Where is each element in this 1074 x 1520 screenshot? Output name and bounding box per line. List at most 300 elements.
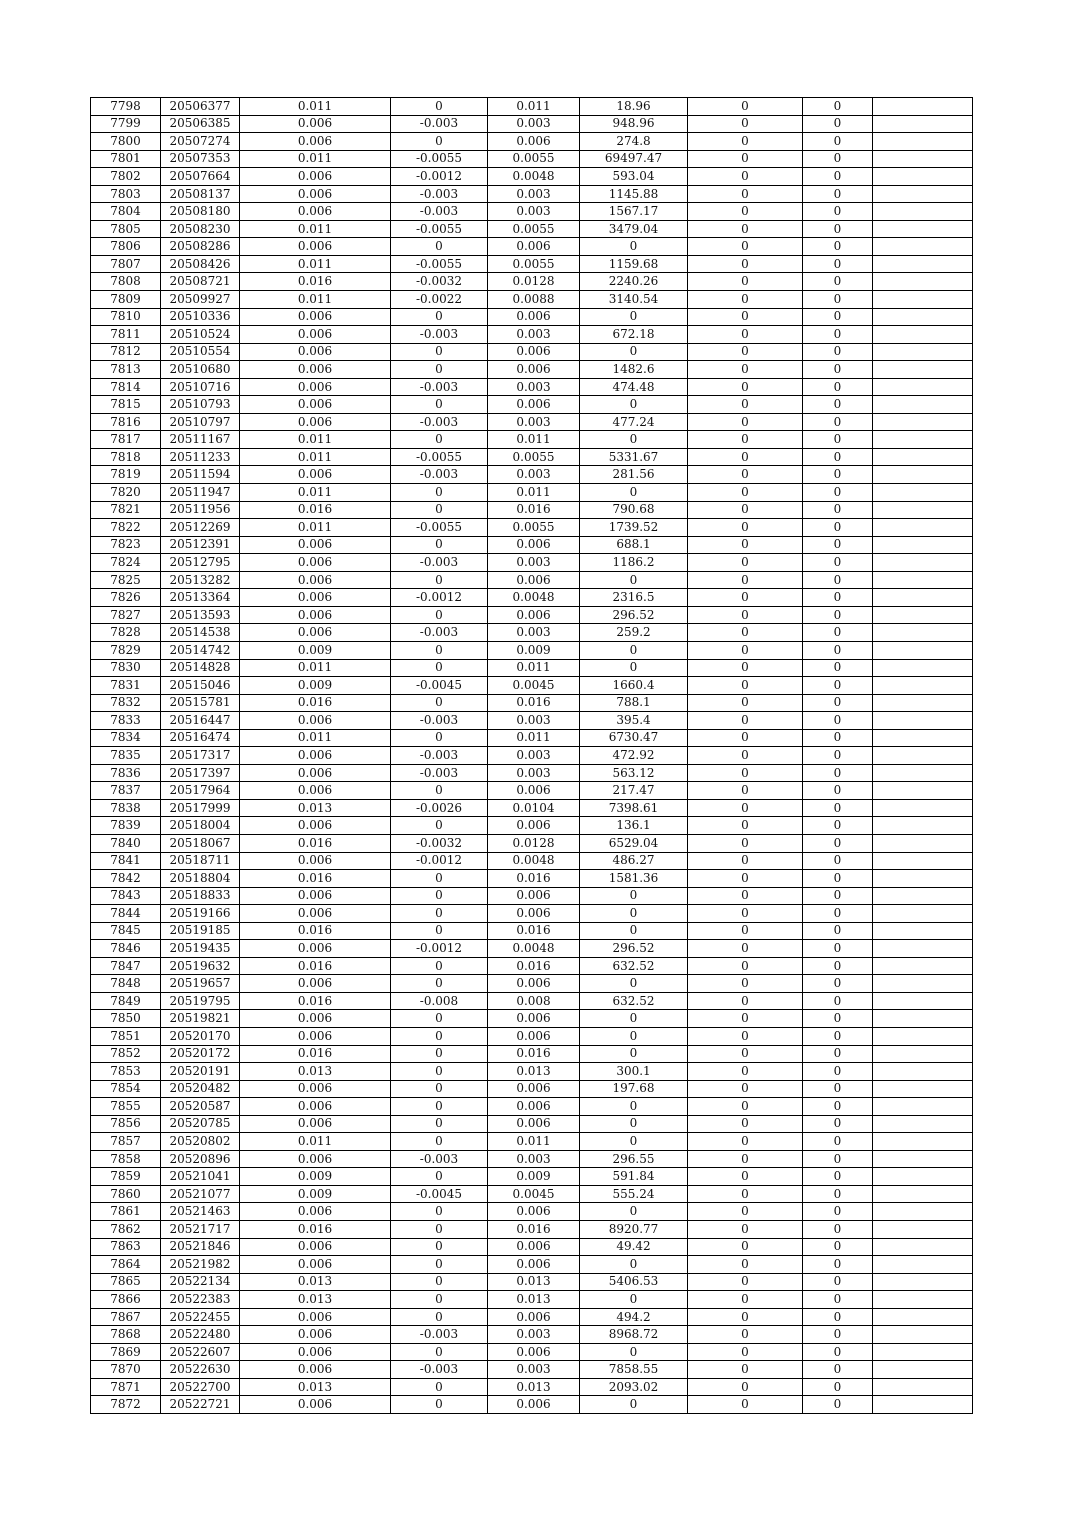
value-a-cell: 0.006 — [240, 185, 391, 203]
id-cell: 20519821 — [161, 1010, 240, 1028]
table-row — [91, 343, 973, 361]
table-row — [91, 1168, 973, 1186]
value-d-cell: 0 — [688, 501, 803, 519]
table-row — [91, 203, 973, 221]
value-b-cell: 0 — [391, 238, 488, 256]
row-number-cell: 7842 — [91, 870, 161, 888]
value-c-cell: 0.006 — [488, 133, 580, 151]
row-number-cell: 7804 — [91, 203, 161, 221]
value-a-cell: 0.006 — [240, 747, 391, 765]
value-d-cell: 0 — [688, 729, 803, 747]
value-c-cell: 0.016 — [488, 870, 580, 888]
row-number-cell: 7869 — [91, 1343, 161, 1361]
table-row — [91, 536, 973, 554]
id-cell: 20519795 — [161, 992, 240, 1010]
table-row — [91, 799, 973, 817]
value-b-cell: 0 — [391, 308, 488, 326]
amount-cell: 0 — [580, 1045, 688, 1063]
row-number-cell: 7862 — [91, 1221, 161, 1239]
id-cell: 20521717 — [161, 1221, 240, 1239]
value-a-cell: 0.016 — [240, 1221, 391, 1239]
value-c-cell: 0.011 — [488, 484, 580, 502]
blank-cell — [873, 1221, 973, 1239]
row-number-cell: 7846 — [91, 940, 161, 958]
amount-cell: 0 — [580, 659, 688, 677]
blank-cell — [873, 255, 973, 273]
value-c-cell: 0.0055 — [488, 150, 580, 168]
amount-cell: 1660.4 — [580, 677, 688, 695]
row-number-cell: 7847 — [91, 957, 161, 975]
amount-cell: 0 — [580, 975, 688, 993]
blank-cell — [873, 992, 973, 1010]
value-c-cell: 0.016 — [488, 957, 580, 975]
value-e-cell: 0 — [803, 1063, 873, 1081]
id-cell: 20513593 — [161, 606, 240, 624]
value-e-cell: 0 — [803, 1308, 873, 1326]
value-a-cell: 0.006 — [240, 168, 391, 186]
row-number-cell: 7814 — [91, 378, 161, 396]
value-a-cell: 0.006 — [240, 326, 391, 344]
value-b-cell: 0 — [391, 1203, 488, 1221]
amount-cell: 6529.04 — [580, 834, 688, 852]
value-e-cell: 0 — [803, 589, 873, 607]
value-c-cell: 0.011 — [488, 431, 580, 449]
value-a-cell: 0.013 — [240, 799, 391, 817]
value-e-cell: 0 — [803, 536, 873, 554]
id-cell: 20518067 — [161, 834, 240, 852]
id-cell: 20508180 — [161, 203, 240, 221]
value-c-cell: 0.016 — [488, 501, 580, 519]
value-d-cell: 0 — [688, 1080, 803, 1098]
table-row — [91, 641, 973, 659]
value-e-cell: 0 — [803, 1185, 873, 1203]
value-d-cell: 0 — [688, 308, 803, 326]
value-c-cell: 0.013 — [488, 1063, 580, 1081]
blank-cell — [873, 203, 973, 221]
value-c-cell: 0.006 — [488, 887, 580, 905]
blank-cell — [873, 1010, 973, 1028]
id-cell: 20508137 — [161, 185, 240, 203]
value-e-cell: 0 — [803, 1291, 873, 1309]
table-row — [91, 308, 973, 326]
amount-cell: 0 — [580, 1098, 688, 1116]
blank-cell — [873, 712, 973, 730]
row-number-cell: 7805 — [91, 220, 161, 238]
table-row — [91, 782, 973, 800]
value-b-cell: -0.003 — [391, 203, 488, 221]
value-e-cell: 0 — [803, 729, 873, 747]
amount-cell: 1159.68 — [580, 255, 688, 273]
value-b-cell: 0 — [391, 782, 488, 800]
value-c-cell: 0.006 — [488, 343, 580, 361]
value-b-cell: 0 — [391, 1115, 488, 1133]
value-c-cell: 0.0128 — [488, 834, 580, 852]
value-c-cell: 0.003 — [488, 1361, 580, 1379]
value-a-cell: 0.009 — [240, 641, 391, 659]
table-row — [91, 378, 973, 396]
row-number-cell: 7859 — [91, 1168, 161, 1186]
amount-cell: 0 — [580, 887, 688, 905]
value-b-cell: -0.003 — [391, 764, 488, 782]
id-cell: 20507274 — [161, 133, 240, 151]
amount-cell: 49.42 — [580, 1238, 688, 1256]
value-a-cell: 0.013 — [240, 1273, 391, 1291]
table-row — [91, 238, 973, 256]
table-row — [91, 291, 973, 309]
table-row — [91, 1150, 973, 1168]
value-a-cell: 0.006 — [240, 606, 391, 624]
value-c-cell: 0.003 — [488, 624, 580, 642]
value-e-cell: 0 — [803, 326, 873, 344]
value-c-cell: 0.006 — [488, 1256, 580, 1274]
id-cell: 20510716 — [161, 378, 240, 396]
blank-cell — [873, 1115, 973, 1133]
value-d-cell: 0 — [688, 484, 803, 502]
id-cell: 20508426 — [161, 255, 240, 273]
table-row — [91, 98, 973, 116]
value-e-cell: 0 — [803, 624, 873, 642]
value-e-cell: 0 — [803, 203, 873, 221]
blank-cell — [873, 115, 973, 133]
table-row — [91, 1343, 973, 1361]
value-a-cell: 0.006 — [240, 1150, 391, 1168]
value-d-cell: 0 — [688, 238, 803, 256]
amount-cell: 563.12 — [580, 764, 688, 782]
value-a-cell: 0.006 — [240, 361, 391, 379]
value-d-cell: 0 — [688, 291, 803, 309]
table-row — [91, 133, 973, 151]
value-d-cell: 0 — [688, 940, 803, 958]
table-row — [91, 115, 973, 133]
id-cell: 20512269 — [161, 519, 240, 537]
blank-cell — [873, 1203, 973, 1221]
table-row — [91, 571, 973, 589]
value-c-cell: 0.0048 — [488, 589, 580, 607]
value-d-cell: 0 — [688, 922, 803, 940]
value-a-cell: 0.011 — [240, 729, 391, 747]
value-c-cell: 0.0048 — [488, 940, 580, 958]
amount-cell: 672.18 — [580, 326, 688, 344]
value-b-cell: 0 — [391, 1396, 488, 1414]
value-c-cell: 0.006 — [488, 571, 580, 589]
blank-cell — [873, 1291, 973, 1309]
value-a-cell: 0.006 — [240, 852, 391, 870]
value-e-cell: 0 — [803, 817, 873, 835]
blank-cell — [873, 659, 973, 677]
id-cell: 20522455 — [161, 1308, 240, 1326]
value-e-cell: 0 — [803, 1361, 873, 1379]
value-a-cell: 0.006 — [240, 712, 391, 730]
row-number-cell: 7848 — [91, 975, 161, 993]
value-e-cell: 0 — [803, 1396, 873, 1414]
value-d-cell: 0 — [688, 1185, 803, 1203]
table-row — [91, 624, 973, 642]
value-c-cell: 0.003 — [488, 326, 580, 344]
value-c-cell: 0.013 — [488, 1378, 580, 1396]
value-d-cell: 0 — [688, 1326, 803, 1344]
value-b-cell: 0 — [391, 396, 488, 414]
value-a-cell: 0.006 — [240, 1027, 391, 1045]
value-b-cell: -0.0045 — [391, 677, 488, 695]
table-row — [91, 1396, 973, 1414]
blank-cell — [873, 519, 973, 537]
row-number-cell: 7803 — [91, 185, 161, 203]
table-row — [91, 1308, 973, 1326]
blank-cell — [873, 98, 973, 116]
value-a-cell: 0.006 — [240, 1010, 391, 1028]
value-a-cell: 0.006 — [240, 764, 391, 782]
value-e-cell: 0 — [803, 1010, 873, 1028]
value-b-cell: 0 — [391, 1098, 488, 1116]
table-row — [91, 361, 973, 379]
amount-cell: 2240.26 — [580, 273, 688, 291]
row-number-cell: 7817 — [91, 431, 161, 449]
value-c-cell: 0.006 — [488, 1010, 580, 1028]
table-row — [91, 501, 973, 519]
value-e-cell: 0 — [803, 992, 873, 1010]
value-e-cell: 0 — [803, 1150, 873, 1168]
amount-cell: 281.56 — [580, 466, 688, 484]
table-row — [91, 747, 973, 765]
id-cell: 20522134 — [161, 1273, 240, 1291]
row-number-cell: 7807 — [91, 255, 161, 273]
value-c-cell: 0.011 — [488, 98, 580, 116]
amount-cell: 0 — [580, 484, 688, 502]
table-row — [91, 1010, 973, 1028]
row-number-cell: 7801 — [91, 150, 161, 168]
amount-cell: 7858.55 — [580, 1361, 688, 1379]
value-e-cell: 0 — [803, 782, 873, 800]
amount-cell: 0 — [580, 238, 688, 256]
value-c-cell: 0.006 — [488, 975, 580, 993]
value-b-cell: 0 — [391, 1308, 488, 1326]
value-a-cell: 0.006 — [240, 887, 391, 905]
value-b-cell: 0 — [391, 571, 488, 589]
amount-cell: 0 — [580, 1396, 688, 1414]
row-number-cell: 7829 — [91, 641, 161, 659]
row-number-cell: 7813 — [91, 361, 161, 379]
blank-cell — [873, 729, 973, 747]
table-row — [91, 1273, 973, 1291]
value-b-cell: -0.0012 — [391, 940, 488, 958]
value-c-cell: 0.006 — [488, 396, 580, 414]
blank-cell — [873, 378, 973, 396]
value-d-cell: 0 — [688, 782, 803, 800]
value-b-cell: -0.0055 — [391, 519, 488, 537]
amount-cell: 3479.04 — [580, 220, 688, 238]
value-c-cell: 0.006 — [488, 238, 580, 256]
value-a-cell: 0.006 — [240, 1098, 391, 1116]
blank-cell — [873, 922, 973, 940]
id-cell: 20521463 — [161, 1203, 240, 1221]
blank-cell — [873, 606, 973, 624]
table-row — [91, 273, 973, 291]
table-row — [91, 1361, 973, 1379]
value-e-cell: 0 — [803, 659, 873, 677]
value-d-cell: 0 — [688, 1238, 803, 1256]
value-b-cell: -0.0055 — [391, 448, 488, 466]
value-e-cell: 0 — [803, 1326, 873, 1344]
row-number-cell: 7845 — [91, 922, 161, 940]
blank-cell — [873, 133, 973, 151]
value-d-cell: 0 — [688, 1010, 803, 1028]
value-c-cell: 0.0055 — [488, 519, 580, 537]
value-b-cell: -0.003 — [391, 466, 488, 484]
value-b-cell: -0.003 — [391, 712, 488, 730]
row-number-cell: 7872 — [91, 1396, 161, 1414]
row-number-cell: 7852 — [91, 1045, 161, 1063]
value-b-cell: 0 — [391, 641, 488, 659]
value-d-cell: 0 — [688, 220, 803, 238]
value-b-cell: 0 — [391, 431, 488, 449]
value-e-cell: 0 — [803, 1256, 873, 1274]
row-number-cell: 7865 — [91, 1273, 161, 1291]
row-number-cell: 7819 — [91, 466, 161, 484]
value-b-cell: 0 — [391, 1238, 488, 1256]
blank-cell — [873, 834, 973, 852]
value-d-cell: 0 — [688, 606, 803, 624]
blank-cell — [873, 1133, 973, 1151]
value-b-cell: -0.0022 — [391, 291, 488, 309]
value-c-cell: 0.006 — [488, 1308, 580, 1326]
value-d-cell: 0 — [688, 747, 803, 765]
table-row — [91, 1185, 973, 1203]
value-d-cell: 0 — [688, 1256, 803, 1274]
amount-cell: 0 — [580, 922, 688, 940]
amount-cell: 7398.61 — [580, 799, 688, 817]
value-c-cell: 0.003 — [488, 378, 580, 396]
table-row — [91, 1115, 973, 1133]
table-row — [91, 659, 973, 677]
blank-cell — [873, 817, 973, 835]
id-cell: 20521846 — [161, 1238, 240, 1256]
value-d-cell: 0 — [688, 712, 803, 730]
amount-cell: 1482.6 — [580, 361, 688, 379]
row-number-cell: 7864 — [91, 1256, 161, 1274]
id-cell: 20518004 — [161, 817, 240, 835]
row-number-cell: 7844 — [91, 905, 161, 923]
value-a-cell: 0.006 — [240, 238, 391, 256]
row-number-cell: 7827 — [91, 606, 161, 624]
id-cell: 20511956 — [161, 501, 240, 519]
value-d-cell: 0 — [688, 133, 803, 151]
row-number-cell: 7822 — [91, 519, 161, 537]
value-e-cell: 0 — [803, 115, 873, 133]
amount-cell: 472.92 — [580, 747, 688, 765]
value-b-cell: 0 — [391, 1273, 488, 1291]
amount-cell: 790.68 — [580, 501, 688, 519]
value-c-cell: 0.0048 — [488, 852, 580, 870]
value-e-cell: 0 — [803, 905, 873, 923]
value-b-cell: -0.0055 — [391, 220, 488, 238]
value-c-cell: 0.0045 — [488, 1185, 580, 1203]
amount-cell: 948.96 — [580, 115, 688, 133]
amount-cell: 6730.47 — [580, 729, 688, 747]
value-d-cell: 0 — [688, 1378, 803, 1396]
amount-cell: 8920.77 — [580, 1221, 688, 1239]
blank-cell — [873, 238, 973, 256]
value-b-cell: 0 — [391, 536, 488, 554]
value-c-cell: 0.016 — [488, 1221, 580, 1239]
value-e-cell: 0 — [803, 185, 873, 203]
amount-cell: 3140.54 — [580, 291, 688, 309]
value-a-cell: 0.011 — [240, 519, 391, 537]
value-e-cell: 0 — [803, 887, 873, 905]
value-b-cell: -0.0032 — [391, 273, 488, 291]
value-c-cell: 0.011 — [488, 659, 580, 677]
value-d-cell: 0 — [688, 396, 803, 414]
id-cell: 20522383 — [161, 1291, 240, 1309]
value-b-cell: 0 — [391, 905, 488, 923]
table-row — [91, 255, 973, 273]
amount-cell: 0 — [580, 1133, 688, 1151]
value-c-cell: 0.009 — [488, 1168, 580, 1186]
amount-cell: 69497.47 — [580, 150, 688, 168]
blank-cell — [873, 571, 973, 589]
table-row — [91, 905, 973, 923]
value-c-cell: 0.016 — [488, 694, 580, 712]
value-a-cell: 0.013 — [240, 1291, 391, 1309]
value-b-cell: -0.003 — [391, 1361, 488, 1379]
id-cell: 20516474 — [161, 729, 240, 747]
value-a-cell: 0.006 — [240, 1115, 391, 1133]
value-d-cell: 0 — [688, 1221, 803, 1239]
value-e-cell: 0 — [803, 1343, 873, 1361]
amount-cell: 486.27 — [580, 852, 688, 870]
value-a-cell: 0.006 — [240, 133, 391, 151]
value-e-cell: 0 — [803, 361, 873, 379]
id-cell: 20519657 — [161, 975, 240, 993]
blank-cell — [873, 1273, 973, 1291]
blank-cell — [873, 448, 973, 466]
row-number-cell: 7806 — [91, 238, 161, 256]
id-cell: 20511594 — [161, 466, 240, 484]
row-number-cell: 7867 — [91, 1308, 161, 1326]
value-d-cell: 0 — [688, 852, 803, 870]
id-cell: 20522480 — [161, 1326, 240, 1344]
row-number-cell: 7828 — [91, 624, 161, 642]
value-b-cell: -0.0032 — [391, 834, 488, 852]
row-number-cell: 7816 — [91, 413, 161, 431]
amount-cell: 688.1 — [580, 536, 688, 554]
value-b-cell: 0 — [391, 870, 488, 888]
row-number-cell: 7855 — [91, 1098, 161, 1116]
table-row — [91, 220, 973, 238]
value-b-cell: 0 — [391, 1045, 488, 1063]
amount-cell: 395.4 — [580, 712, 688, 730]
value-c-cell: 0.0104 — [488, 799, 580, 817]
blank-cell — [873, 308, 973, 326]
blank-cell — [873, 1343, 973, 1361]
value-c-cell: 0.0088 — [488, 291, 580, 309]
id-cell: 20507353 — [161, 150, 240, 168]
value-c-cell: 0.006 — [488, 1115, 580, 1133]
value-d-cell: 0 — [688, 659, 803, 677]
amount-cell: 217.47 — [580, 782, 688, 800]
value-e-cell: 0 — [803, 852, 873, 870]
amount-cell: 0 — [580, 571, 688, 589]
id-cell: 20520785 — [161, 1115, 240, 1133]
value-e-cell: 0 — [803, 484, 873, 502]
value-a-cell: 0.006 — [240, 940, 391, 958]
value-c-cell: 0.006 — [488, 1343, 580, 1361]
id-cell: 20510797 — [161, 413, 240, 431]
value-c-cell: 0.009 — [488, 641, 580, 659]
blank-cell — [873, 624, 973, 642]
id-cell: 20517397 — [161, 764, 240, 782]
row-number-cell: 7857 — [91, 1133, 161, 1151]
value-b-cell: -0.0026 — [391, 799, 488, 817]
